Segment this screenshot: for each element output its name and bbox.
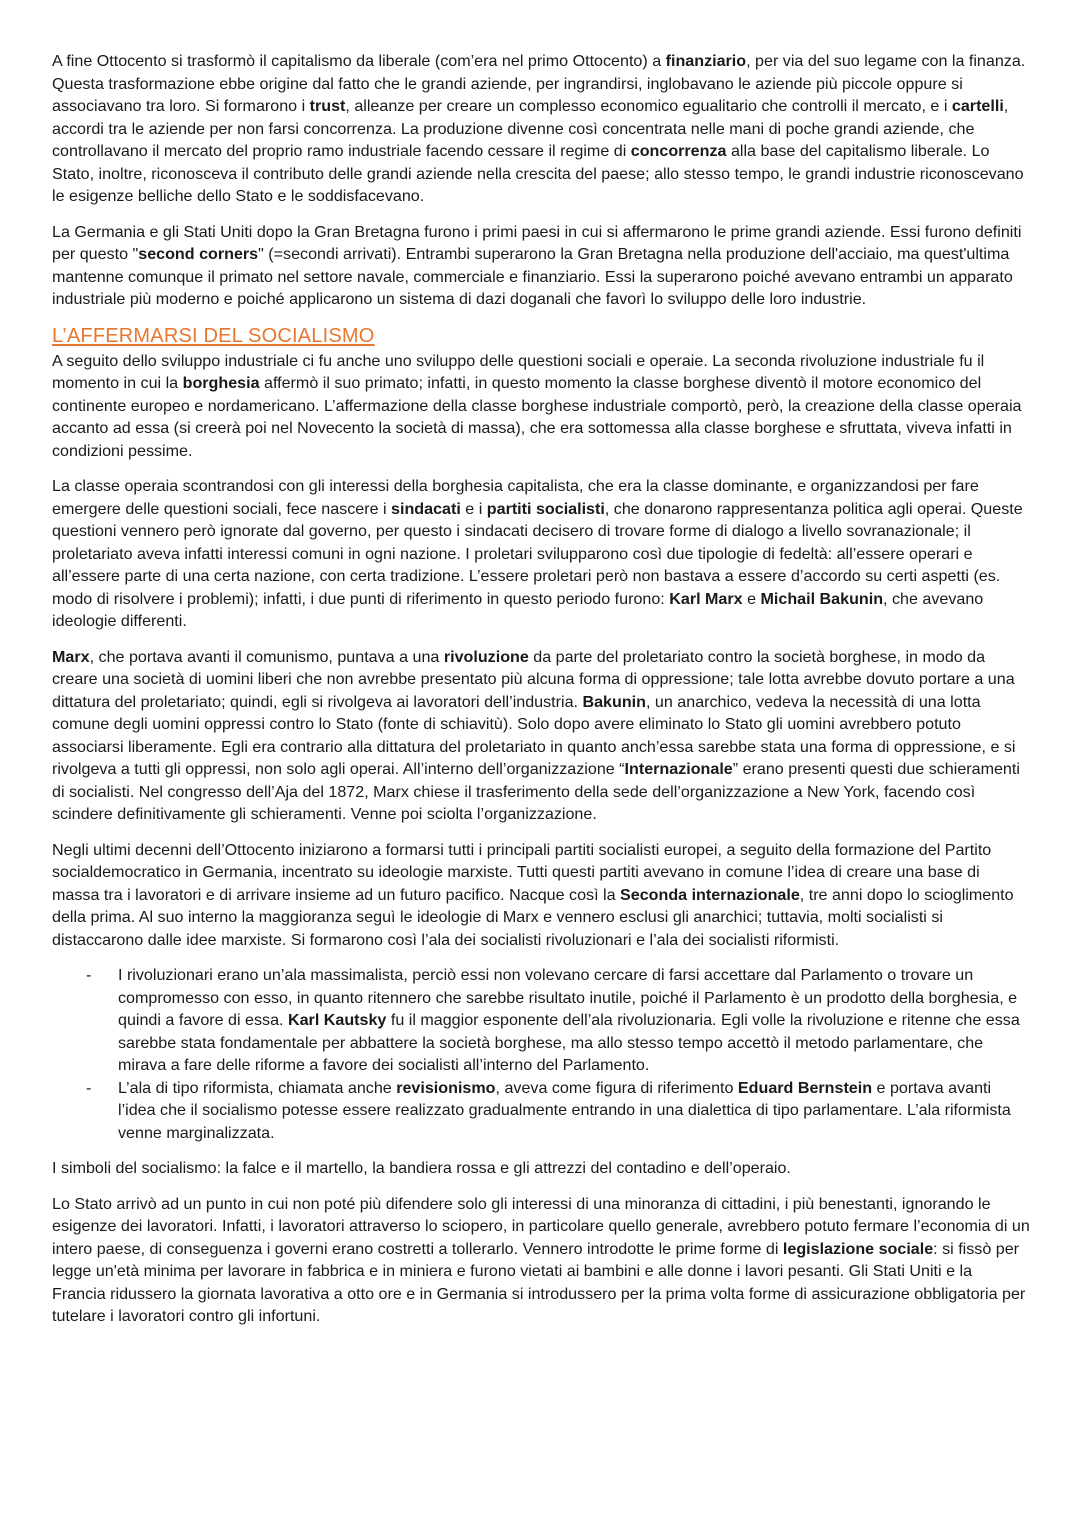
text-run: : si fissò per legge un'età minima per lavorare in fabbrica e in miniera e furono vietati ai bambini e alle donne i lavori pesanti. Gli Stati Uniti e la Francia ridussero la giornata lavorativa a otto ore e in Germania si introdussero per la prima volta forme di assicurazione obbligatoria per tutelare i lavoratori contro gli infortuni. xyxy=(52,1239,1026,1325)
intro-paragraphs xyxy=(52,50,1030,311)
text-run: , che donarono rappresentanza politica agli operai. Queste questioni vennero però ignorate dal governo, per questo i sindacati decisero di trovare forme di dialogo a livello sovranazionale; il proletariato aveva infatti interessi comuni in ogni nazione. I proletari svilupparono così due tipologie di fedeltà: all’essere operari e all’essere parte di una certa nazione, con certa tradizione. L’essere proletari però non bastava a essere d’accordo su certi aspetti (es. modo di risolvere i problemi); infatti, i due punti di riferimento in questo periodo furono: xyxy=(52,499,1023,608)
text-run: , tre anni dopo lo scioglimento della prima. Al suo interno la maggioranza seguì le ideologie di Marx e vennero esclusi gli anarchici; tuttavia, molti socialisti si distaccarono dalle idee marxiste. Si formarono così l’ala dei socialisti rivoluzionari e l’ala dei socialisti riformisti. xyxy=(52,885,1014,949)
closing-paragraphs xyxy=(52,1157,1030,1328)
text-run: " (=secondi arrivati). Entrambi superarono la Gran Bretagna nella produzione dell'acciaio, ma quest'ultima mantenne comunque il primato nel settore navale, commerciale e finanziario. Essi la superarono poiché avevano entrambi un apparato industriale più moderno e poiché applicarono un sistema di dazi doganali che favorì lo sviluppo delle loro industrie. xyxy=(52,245,1013,308)
text-run: ” erano presenti questi due schieramenti di socialisti. Nel congresso dell’Aja del 1872, Marx chiese il trasferimento della sede dell’organizzazione a New York, facendo così scindere definitivamente gli schieramenti. Venne poi sciolta l’organizzazione. xyxy=(52,760,1020,823)
list-item-text xyxy=(118,1079,1011,1142)
bold-term: Eduard Bernstein xyxy=(737,1078,873,1097)
bold-term: second corners xyxy=(138,245,259,263)
bold-term: rivoluzione xyxy=(443,647,529,666)
text-run: , un anarchico, vedeva la necessità di una lotta comune degli uomini oppressi contro lo Stato (fonte di schiavitù). Solo dopo avere eliminato lo Stato gli uomini avrebbero potuto associarsi liberamente. Egli era contrario alla dittatura del proletariato in quanto anch’essa sarebbe stata una forma di oppressione, e si rivolgeva a tutti gli oppressi, non solo agli operai. All’interno dell’organizzazione “ xyxy=(52,692,1016,778)
bold-term: concorrenza xyxy=(630,142,727,160)
text-run: da parte del proletariato contro la società borghese, in modo da creare una società di uomini liberi che non avrebbe presentato più alcuna forma di oppressione; tale lotta avrebbe dovuto portare a una dittatura del proletariato; quindi, egli si rivolgeva ai lavoratori dell’industria. xyxy=(52,647,1015,711)
text-run: I simboli del socialismo: la falce e il martello, la bandiera rossa e gli attrezzi del contadino e dell’operaio. xyxy=(52,1159,791,1177)
paragraph-capitalismo-finanziario xyxy=(52,50,1030,208)
text-run: A seguito dello sviluppo industriale ci fu anche uno sviluppo delle questioni sociali e operaie. La seconda rivoluzione industriale fu il momento in cui la xyxy=(52,351,985,392)
bold-term: Karl Kautsky xyxy=(287,1011,387,1029)
list-item-riformisti xyxy=(52,1077,1030,1145)
text-run: La classe operaia scontrandosi con gli interessi della borghesia capitalista, che era la classe dominante, e organizzandosi per fare emergere delle questioni sociali, fece nascere i xyxy=(52,477,979,518)
text-run: Negli ultimi decenni dell’Ottocento iniziarono a formarsi tutti i principali partiti socialisti europei, a seguito della formazione del Partito socialdemocratico in Germania, incentrato su ideologie marxiste. Tutti questi partiti avevano in comune l’idea di creare una base di massa tra i lavoratori e di arrivare insieme ad un futuro pacifico. Nacque così la xyxy=(52,840,992,904)
bold-term: sindacati xyxy=(391,499,461,518)
bold-term: legislazione sociale xyxy=(782,1239,934,1258)
paragraph-legislazione-sociale xyxy=(52,1193,1030,1328)
list-item-text xyxy=(118,966,1020,1074)
bold-term: finanziario xyxy=(665,52,747,70)
bold-term: Seconda internazionale xyxy=(620,885,800,904)
bold-term: trust xyxy=(309,97,346,115)
text-run: e i xyxy=(460,499,487,518)
bold-term: Internazionale xyxy=(624,760,733,778)
text-run: , accordi tra le aziende per non farsi concorrenza. La produzione divenne così concentrata nelle mani di poche grandi aziende, che controllavano il mercato del proprio ramo industriale facendo cessare il regime di xyxy=(52,97,1009,160)
bold-term: Bakunin xyxy=(582,692,646,711)
bold-term: Karl Marx xyxy=(669,589,743,608)
text-run: e portava avanti l’idea che il socialismo potesse essere realizzato gradualmente entrando in una dialettica di tipo parlamentare. L’ala riformista venne marginalizzata. xyxy=(118,1078,1011,1142)
text-run: , che portava avanti il comunismo, puntava a una xyxy=(89,647,444,666)
text-run: fu il maggior esponente dell’ala rivoluzionaria. Egli volle la rivoluzione e ritenne che essa sarebbe stata fondamentale per abbattere la società borghese, ma allo stesso tempo accettò il metodo parlamentare, che mirava a fare delle riforme a favore dei socialisti all’interno del Parlamento. xyxy=(118,1011,1020,1074)
list-item-rivoluzionari xyxy=(52,964,1030,1077)
text-run: Lo Stato arrivò ad un punto in cui non poté più difendere solo gli interessi di una minoranza di cittadini, i più benestanti, ignorando le esigenze dei lavoratori. Infatti, i lavoratori attraverso lo sciopero, in particolare quello generale, avrebbero potuto fermare l’economia di un intero paese, di conseguenza i governi erano costretti a tollerarlo. Vennero introdotte le prime forme di xyxy=(52,1194,1030,1258)
text-run: I rivoluzionari erano un’ala massimalista, perciò essi non volevano cercare di farsi accettare dal Parlamento o trovare un compromesso con esso, in quanto ritennero che sarebbe risultato inutile, poiché il Parlamento è un prodotto della borghesia, e quindi a favore di essa. xyxy=(118,966,1018,1029)
bold-term: revisionismo xyxy=(396,1078,496,1097)
text-run: alla base del capitalismo liberale. Lo Stato, inoltre, riconosceva il contributo delle grandi aziende nella crescita del paese; allo stesso tempo, le grandi industrie riconoscevano le esigenze belliche dello Stato e le soddisfacevano. xyxy=(52,142,1024,205)
socialism-paragraphs xyxy=(52,350,1030,952)
text-run: affermò il suo primato; infatti, in questo momento la classe borghese diventò il motore economico del continente europeo e nordamericano. L’affermazione della classe borghese industriale comportò, però, la creazione della classe operaia accanto ad essa (si creerà poi nel Novecento la società di massa), che era sottomessa alla classe borghese e sfruttata, viveva infatti in condizioni pessime. xyxy=(52,374,1022,460)
bold-term: cartelli xyxy=(951,97,1004,115)
section-title: L’AFFERMARSI DEL SOCIALISMO xyxy=(52,324,375,347)
paragraph-second-corners xyxy=(52,221,1030,311)
paragraph-sindacati xyxy=(52,475,1030,633)
text-run: , alleanze per creare un complesso economico egualitario che controlli il mercato, e i xyxy=(345,97,952,115)
paragraph-marx-bakunin xyxy=(52,646,1030,826)
bold-term: Michail Bakunin xyxy=(760,589,884,608)
bold-term: partiti socialisti xyxy=(486,499,605,518)
text-run: L’ala di tipo riformista, chiamata anche xyxy=(118,1078,397,1097)
text-run: , per via del suo legame con la finanza. Questa trasformazione ebbe origine dal fatto che le grandi aziende, per ingrandirsi, inglobavano le aziende più piccole oppure si associavano tra loro. Si formarono i xyxy=(52,52,1026,115)
text-run: A fine Ottocento si trasformò il capitalismo da liberale (com’era nel primo Ottocento) a xyxy=(52,52,666,70)
bullet-dash: - xyxy=(86,966,92,984)
text-run: , che avevano ideologie differenti. xyxy=(52,589,984,630)
text-run: , aveva come figura di riferimento xyxy=(495,1078,738,1097)
bold-term: borghesia xyxy=(182,374,260,392)
paragraph-seconda-internazionale xyxy=(52,839,1030,952)
bullet-dash: - xyxy=(86,1078,92,1097)
text-run: e xyxy=(742,589,761,608)
bold-term: Marx xyxy=(52,647,90,666)
wings-list xyxy=(52,964,1030,1144)
paragraph-borghesia xyxy=(52,350,1030,463)
paragraph-simboli xyxy=(52,1157,1030,1180)
text-run: La Germania e gli Stati Uniti dopo la Gran Bretagna furono i primi paesi in cui si affermarono le prime grandi aziende. Essi furono definiti per questo " xyxy=(52,222,1022,263)
